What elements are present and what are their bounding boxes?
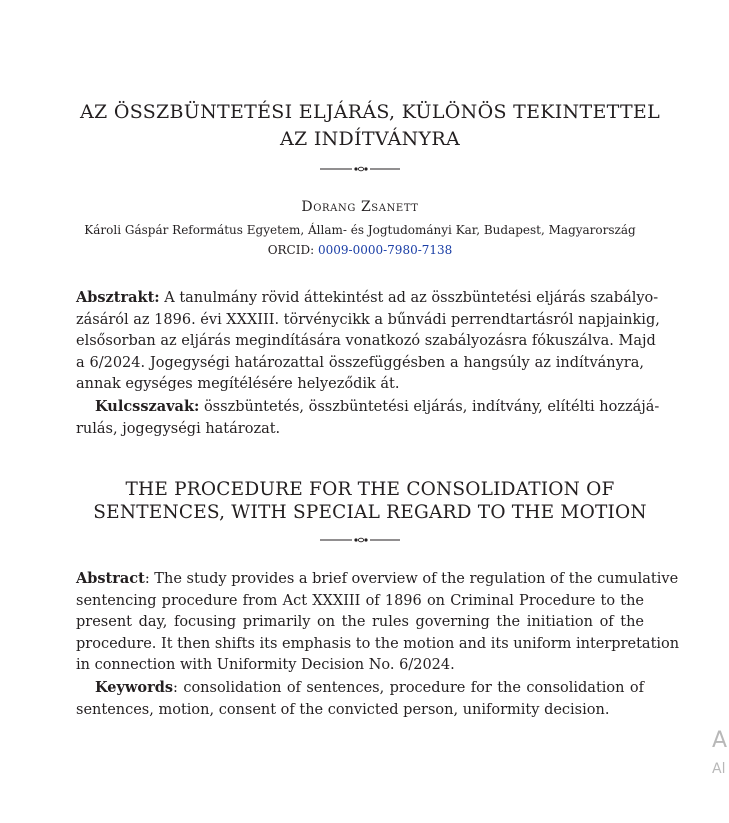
english-keywords-line: sentences, motion, consent of the convicted person, uniformity decision. [76, 701, 610, 718]
english-abstract-line: in connection with Uniformity Decision No. 6/2024. [76, 657, 455, 674]
hungarian-abstract [76, 287, 660, 440]
orcid-line [60, 243, 660, 257]
orcid-label: ORCID: [267, 243, 315, 257]
hungarian-abstract-line: a 6/2024. Jogegységi határozattal összefüggésben a hangsúly az indítványra, [76, 354, 644, 371]
hungarian-title-line-2: AZ INDÍTVÁNYRA [279, 128, 461, 150]
english-title-line-2: SENTENCES, WITH SPECIAL REGARD TO THE MOTION [93, 502, 647, 523]
orcid-link[interactable]: 0009-0000-7980-7138 [317, 243, 453, 257]
hungarian-title-line-1: AZ ÖSSZBÜNTETÉSI ELJÁRÁS, KÜLÖNÖS TEKINTETTEL [79, 101, 661, 123]
english-title-ornament-divider [320, 536, 400, 544]
hungarian-abstract-line: elsősorban az eljárás megindítására vonatkozó szabályozásra fókuszálva. Majd [76, 333, 656, 350]
hungarian-keywords-line: rulás, jogegységi határozat. [76, 420, 281, 437]
english-keywords-line: Keywords: consolidation of sentences, procedure for the consolidation of [95, 678, 644, 696]
hungarian-keywords-line: Kulcsszavak: összbüntetés, összbüntetési eljárás, indítvány, elítélti hozzájá- [95, 397, 660, 415]
hungarian-abstract-line: Absztrakt: A tanulmány rövid áttekintést ad az összbüntetési eljárás szabályo- [76, 289, 659, 306]
hungarian-abstract-line: annak egységes megítélésére helyeződik át. [76, 376, 400, 393]
edge-text-fragment-top: A [712, 728, 728, 753]
hungarian-title [60, 99, 680, 153]
english-abstract [76, 568, 680, 721]
title-ornament-divider [320, 165, 400, 173]
hungarian-abstract-line: zásáról az 1896. évi XXXIII. törvénycikk a bűnvádi perrendtartásról napjainkig, [76, 311, 660, 328]
english-abstract-line: Abstract: The study provides a brief overview of the regulation of the cumulative [76, 570, 679, 587]
author-name: Dorang Zsanett [301, 199, 419, 215]
edge-text-fragment-bottom: Al [712, 761, 726, 777]
english-abstract-line: procedure. It then shifts its emphasis to the motion and its uniform interpretation [76, 635, 680, 652]
english-title-line-1: THE PROCEDURE FOR THE CONSOLIDATION OF [125, 479, 615, 500]
hungarian-keywords-label: Kulcsszavak: [95, 397, 200, 415]
english-abstract-line: sentencing procedure from Act XXXIII of 1896 on Criminal Procedure to the [76, 592, 644, 609]
english-abstract-label: Abstract [76, 570, 145, 587]
english-title [60, 478, 680, 524]
author-affiliation: Károli Gáspár Református Egyetem, Állam- és Jogtudományi Kar, Budapest, Magyarország [84, 223, 636, 237]
english-keywords-label: Keywords [95, 678, 174, 696]
english-abstract-line: present day, focusing primarily on the rules governing the initiation of the [76, 614, 644, 631]
hungarian-abstract-label: Absztrakt: [76, 289, 160, 306]
